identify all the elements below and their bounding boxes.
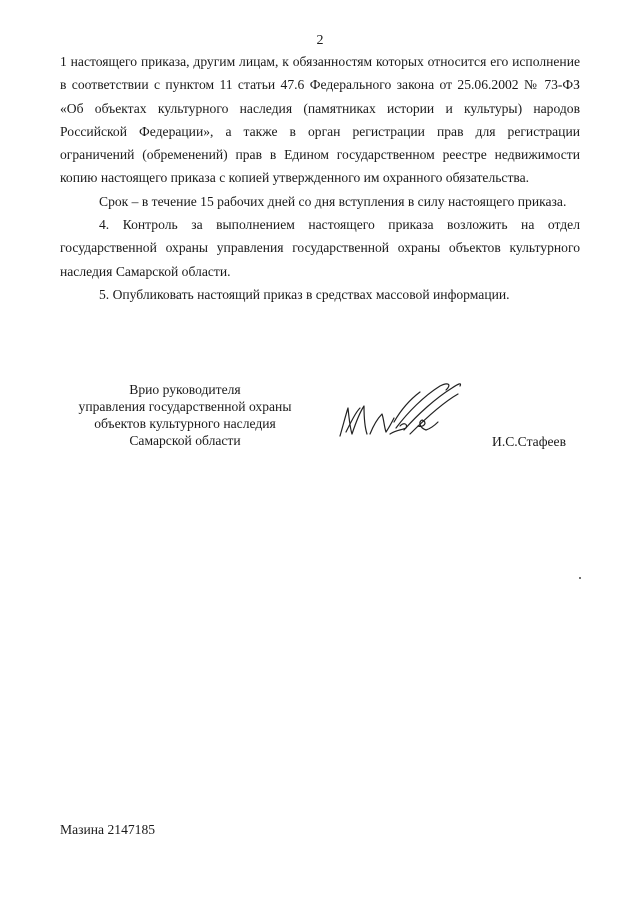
page-number: 2 (316, 33, 324, 48)
paragraph-item-5-publish: 5. Опубликовать настоящий приказ в средствах массовой информации. (99, 286, 510, 302)
signatory-position-line: Самарской области (129, 433, 241, 448)
scan-mark (579, 577, 581, 579)
signatory-position-line: управления государственной охраны (78, 399, 292, 414)
signer-name: И.С.Стафеев (492, 434, 567, 449)
paragraph-deadline: Срок – в течение 15 рабочих дней со дня вступления в силу настоящего приказа. (99, 193, 567, 209)
signatory-position-line: Врио руководителя (129, 382, 241, 397)
paragraph-distribution: 1 настоящего приказа, другим лицам, к обязанностям которых относится его исполнение в соответствии с пунктом 11 статьи 47.6 Федерального закона от 25.06.2002 № 73-ФЗ «Об объектах культурного наследия (памятниках истории и культуры) народов Российской Федерации», а также в орган регистрации прав для регистрации ограничений (обременений) прав в Едином государственном реестре недвижимости копию настоящего приказа с копией утвержденного им охранного обязательства. (60, 54, 580, 186)
paragraph-item-4-control: 4. Контроль за выполнением настоящего приказа возложить на отдел государственной охраны управления государственной охраны объектов культурного наследия Самарской области. (60, 217, 580, 279)
order-body-text (60, 50, 580, 306)
executor-note: Мазина 2147185 (60, 822, 156, 837)
signatory-position (60, 381, 310, 449)
handwritten-signature (332, 378, 482, 450)
signatory-position-line: объектов культурного наследия (94, 416, 276, 431)
